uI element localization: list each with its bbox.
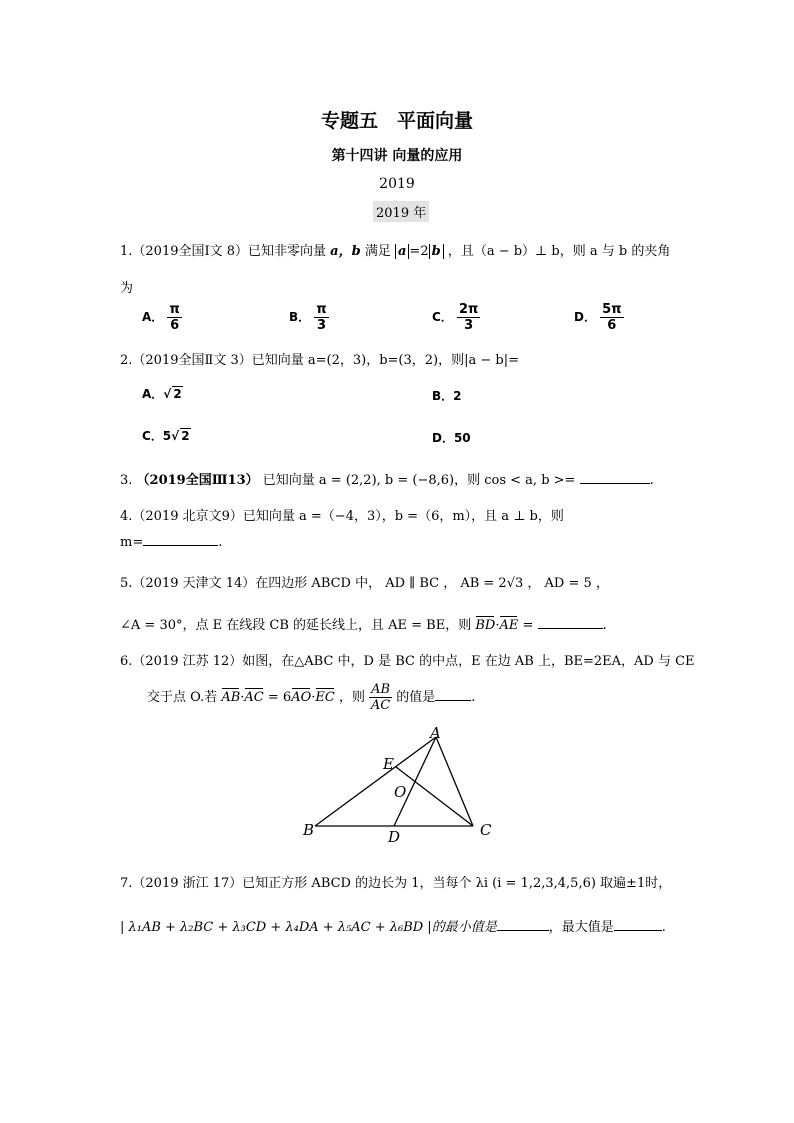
numerator: AB: [371, 682, 391, 697]
radicand: 2: [181, 429, 190, 443]
question-2: 2.（2019全国Ⅱ文 3）已知向量 a=(2，3)，b=(3，2)，则|a − b|=: [120, 353, 519, 368]
dot-operator: ·: [495, 618, 500, 633]
q1-option-d: [574, 302, 624, 333]
numerator: π: [169, 302, 180, 317]
option-label: D．: [574, 310, 596, 324]
denominator: AC: [370, 698, 391, 713]
option-label: A．: [142, 310, 164, 324]
q1-cond: 满足: [364, 244, 391, 259]
q1-vars: a，b: [330, 244, 361, 259]
answer-blank: [435, 688, 471, 701]
question-5: 5.（2019 天津文 14）在四边形 ABCD 中， AD ∥ BC ， AB = 2√3 ， AD = 5 ，: [120, 576, 609, 591]
q7-expression: | λ₁AB + λ₂BC + λ₃CD + λ₄DA + λ₅AC + λ₆BD |的最小值是: [120, 920, 497, 935]
fraction: [600, 302, 623, 333]
triangle-figure: [300, 718, 500, 848]
q4-line-2: m= .: [120, 535, 223, 550]
q1-lead: 1.（2019全国Ⅰ文 8）已知非零向量: [120, 244, 327, 259]
label-e: E: [383, 755, 394, 773]
q7-line-2: | λ₁AB + λ₂BC + λ₃CD + λ₄DA + λ₅AC + λ₆BD |的最小值是 ，最大值是 .: [120, 920, 666, 935]
q1-rest: ，且（a − b）⊥ b，则 a 与 b 的夹角: [447, 244, 671, 259]
fraction: [457, 302, 480, 333]
year-tag: 2019 年: [373, 201, 429, 222]
denominator: 3: [464, 318, 474, 333]
page-subtitle: 第十四讲 向量的应用: [331, 148, 463, 164]
q5-text: ∠A = 30°，点 E 在线段 CB 的延长线上，且 AE = BE，则: [120, 618, 472, 633]
q3-number: 3.: [120, 473, 133, 488]
option-label: A．: [142, 387, 164, 401]
fraction: [167, 302, 181, 333]
option-label: C．5: [142, 429, 172, 443]
denominator: 6: [170, 318, 180, 333]
label-c: C: [480, 821, 492, 839]
q1-abs-b: b: [429, 244, 444, 259]
fraction-ab-ac: [369, 682, 392, 713]
page-title: 专题五 平面向量: [320, 110, 473, 132]
numerator: π: [316, 302, 327, 317]
vector-ac: AC: [244, 690, 264, 705]
answer-blank: [580, 471, 650, 484]
q2-option-a: A．√ 2: [142, 387, 182, 401]
q1-option-c: [432, 302, 480, 333]
question-4: 4.（2019 北京文9）已知向量 a =（−4，3），b =（6，m），且 a ⊥ b，则: [120, 509, 564, 524]
q6-equals: = 6: [267, 690, 292, 705]
q4-m-label: m=: [120, 535, 144, 550]
q5-equals: =: [522, 618, 534, 633]
answer-blank: [143, 533, 218, 546]
q1-option-b: [289, 302, 329, 333]
question-6: 6.（2019 江苏 12）如图，在△ABC 中，D 是 BC 的中点，E 在边 AB 上，BE=2EA，AD 与 CE: [120, 654, 695, 669]
q5-line-2: ∠A = 30°，点 E 在线段 CB 的延长线上，且 AE = BE，则 BD·AE = .: [120, 618, 607, 633]
option-label: C．: [432, 310, 453, 324]
q1-continuation: 为: [120, 281, 134, 296]
q3-source: （2019全国Ⅲ13）: [136, 473, 259, 488]
q2-option-c: C．5√ 2: [142, 429, 190, 443]
answer-blank-min: [497, 918, 549, 931]
q1-abs-a: a: [395, 244, 409, 259]
numerator: 5π: [602, 302, 622, 317]
radicand: 2: [173, 387, 182, 401]
question-7: 7.（2019 浙江 17）已知正方形 ABCD 的边长为 1，当每个 λi (i = 1,2,3,4,5,6) 取遍±1时，: [120, 876, 672, 891]
numerator: 2π: [459, 302, 479, 317]
q6-text: 交于点 O.若: [147, 690, 218, 705]
q6-line-2: 交于点 O.若 AB·AC = 6AO·EC ，则 $\frac{AB}{AC}$ 的值是 .: [147, 682, 476, 713]
vector-ae: AE: [499, 618, 519, 633]
q3-text: 已知向量 a = (2,2), b = (−8,6)，则 cos < a, b >=: [262, 473, 576, 488]
denominator: 6: [607, 318, 617, 333]
label-a: A: [430, 724, 441, 742]
q6-tail: 的值是: [396, 690, 436, 705]
q1-option-a: [142, 302, 182, 333]
label-o: O: [394, 783, 407, 801]
fraction: [314, 302, 328, 333]
q1-eq: =2: [409, 244, 429, 259]
label-b: B: [303, 821, 315, 839]
vector-ec: EC: [315, 690, 335, 705]
question-3: 3. （2019全国Ⅲ13） 已知向量 a = (2,2), b = (−8,6)，则 cos < a, b >= .: [120, 473, 654, 488]
label-d: D: [388, 828, 401, 846]
q2-option-b: B．2: [432, 389, 462, 403]
vector-bd: BD: [475, 618, 496, 633]
q7-max-label: ，最大值是: [548, 920, 614, 935]
denominator: 3: [316, 318, 327, 333]
q2-option-d: D．50: [432, 431, 471, 445]
option-label: B．: [289, 310, 311, 324]
question-1: [120, 240, 670, 259]
side-ac: [436, 737, 473, 826]
answer-blank-max: [614, 918, 662, 931]
q6-ask: ，则: [338, 690, 365, 705]
vector-ab: AB: [221, 690, 241, 705]
vector-ao: AO: [291, 690, 312, 705]
year-heading: 2019: [379, 176, 415, 192]
side-ba: [315, 737, 436, 826]
answer-blank: [538, 616, 603, 629]
